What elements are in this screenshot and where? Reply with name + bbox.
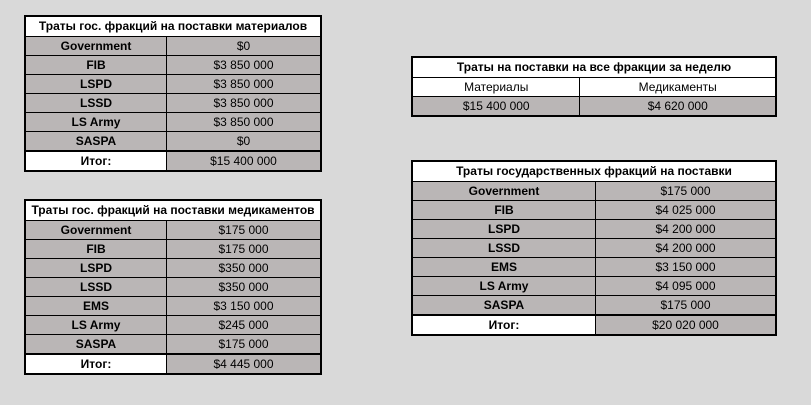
total-label[interactable]: Итог: <box>25 354 167 374</box>
total-value[interactable]: $4 445 000 <box>167 354 322 374</box>
faction-cell[interactable]: LS Army <box>412 277 596 296</box>
weekly-title: Траты на поставки на все фракции за неделю <box>412 57 776 78</box>
amount-cell[interactable]: $175 000 <box>167 240 322 259</box>
table-row <box>412 182 776 201</box>
amount-cell[interactable]: $4 025 000 <box>596 201 777 220</box>
materials-title: Траты гос. фракций на поставки материалов <box>25 16 321 37</box>
table-row <box>412 258 776 277</box>
table-row <box>25 259 321 278</box>
materials-table <box>24 15 322 172</box>
materials-total-cell[interactable]: $15 400 000 <box>412 97 580 117</box>
amount-cell[interactable]: $245 000 <box>167 316 322 335</box>
table-row <box>412 239 776 258</box>
total-label[interactable]: Итог: <box>412 315 596 335</box>
column-header-materials[interactable]: Материалы <box>412 78 580 97</box>
faction-cell[interactable]: LSSD <box>412 239 596 258</box>
table-row <box>412 201 776 220</box>
table-row <box>25 132 321 152</box>
faction-cell[interactable]: SASPA <box>25 132 167 152</box>
table-row <box>25 75 321 94</box>
amount-cell[interactable]: $4 200 000 <box>596 239 777 258</box>
faction-cell[interactable]: EMS <box>25 297 167 316</box>
amount-cell[interactable]: $3 850 000 <box>167 56 322 75</box>
amount-cell[interactable]: $4 200 000 <box>596 220 777 239</box>
total-value[interactable]: $20 020 000 <box>596 315 777 335</box>
faction-cell[interactable]: FIB <box>25 56 167 75</box>
table-row <box>412 97 776 117</box>
faction-cell[interactable]: SASPA <box>412 296 596 316</box>
amount-cell[interactable]: $3 850 000 <box>167 75 322 94</box>
state-table <box>411 160 777 336</box>
faction-cell[interactable]: SASPA <box>25 335 167 355</box>
faction-cell[interactable]: LS Army <box>25 316 167 335</box>
table-row <box>412 220 776 239</box>
amount-cell[interactable]: $3 150 000 <box>167 297 322 316</box>
faction-cell[interactable]: LSPD <box>412 220 596 239</box>
amount-cell[interactable]: $0 <box>167 37 322 56</box>
table-row <box>25 335 321 355</box>
amount-cell[interactable]: $3 150 000 <box>596 258 777 277</box>
table-row <box>25 316 321 335</box>
total-row <box>25 151 321 171</box>
weekly-table <box>411 56 777 117</box>
total-row <box>412 315 776 335</box>
faction-cell[interactable]: Government <box>25 221 167 240</box>
amount-cell[interactable]: $3 850 000 <box>167 94 322 113</box>
faction-cell[interactable]: LSPD <box>25 259 167 278</box>
amount-cell[interactable]: $350 000 <box>167 278 322 297</box>
medicine-total-cell[interactable]: $4 620 000 <box>580 97 776 117</box>
amount-cell[interactable]: $175 000 <box>167 335 322 355</box>
faction-cell[interactable]: LSPD <box>25 75 167 94</box>
table-row <box>412 296 776 316</box>
header-row <box>412 78 776 97</box>
medicine-table <box>24 199 322 375</box>
amount-cell[interactable]: $175 000 <box>596 182 777 201</box>
table-row <box>412 277 776 296</box>
faction-cell[interactable]: EMS <box>412 258 596 277</box>
faction-cell[interactable]: FIB <box>25 240 167 259</box>
table-row <box>25 113 321 132</box>
state-title: Траты государственных фракций на поставки <box>412 161 776 182</box>
faction-cell[interactable]: FIB <box>412 201 596 220</box>
total-value[interactable]: $15 400 000 <box>167 151 322 171</box>
faction-cell[interactable]: Government <box>412 182 596 201</box>
table-row <box>25 221 321 240</box>
faction-cell[interactable]: LSSD <box>25 94 167 113</box>
faction-cell[interactable]: LSSD <box>25 278 167 297</box>
faction-cell[interactable]: Government <box>25 37 167 56</box>
amount-cell[interactable]: $350 000 <box>167 259 322 278</box>
table-row <box>25 297 321 316</box>
table-row <box>25 94 321 113</box>
total-row <box>25 354 321 374</box>
table-row <box>25 240 321 259</box>
table-row <box>25 37 321 56</box>
column-header-medicine[interactable]: Медикаменты <box>580 78 776 97</box>
amount-cell[interactable]: $4 095 000 <box>596 277 777 296</box>
total-label[interactable]: Итог: <box>25 151 167 171</box>
amount-cell[interactable]: $175 000 <box>596 296 777 316</box>
table-row <box>25 56 321 75</box>
amount-cell[interactable]: $175 000 <box>167 221 322 240</box>
table-row <box>25 278 321 297</box>
medicine-title: Траты гос. фракций на поставки медикаментов <box>25 200 321 221</box>
faction-cell[interactable]: LS Army <box>25 113 167 132</box>
amount-cell[interactable]: $3 850 000 <box>167 113 322 132</box>
amount-cell[interactable]: $0 <box>167 132 322 152</box>
